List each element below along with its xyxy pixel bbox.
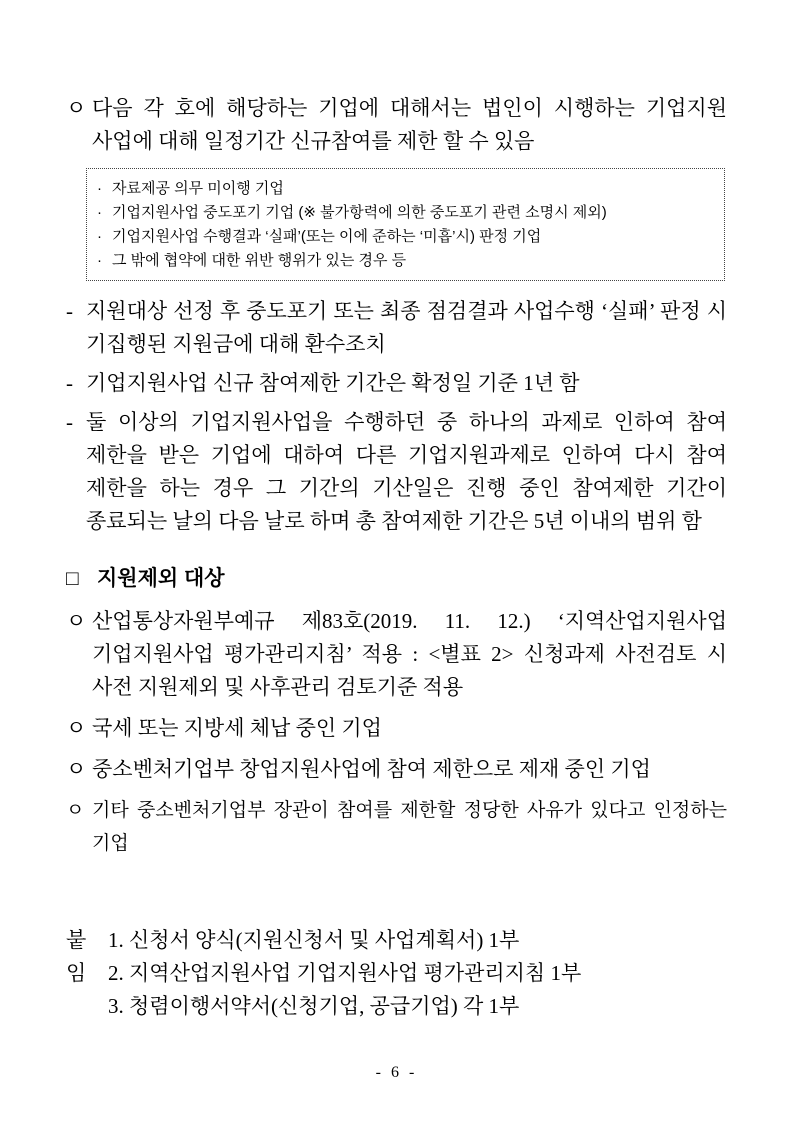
attachment-item: 1. 신청서 양식(지원신청서 및 사업계획서) 1부 (108, 928, 520, 952)
dash-item (66, 406, 727, 538)
page-number: - 6 - (375, 1064, 418, 1081)
dash-item (66, 367, 727, 400)
square-bullet-marker: □ (66, 567, 79, 590)
exclusion-item-text: 중소벤처기업부 창업지원사업에 참여 제한으로 제재 중인 기업 (92, 757, 651, 781)
exclusion-item (66, 712, 727, 745)
exclusion-item (66, 753, 727, 786)
restriction-dash-list (66, 295, 727, 538)
attachment-item: 2. 지역산업지원사업 기업지원사업 평가관리지침 1부 (108, 961, 582, 985)
dot-bullet-marker: · (97, 180, 102, 197)
attachments-label: 붙임 (66, 928, 87, 985)
dash-bullet-marker: - (66, 410, 73, 434)
dot-bullet-marker: · (97, 252, 102, 269)
box-item (97, 249, 712, 273)
restriction-intro-text: 다음 각 호에 해당하는 기업에 대해서는 법인이 시행하는 기업지원 사업에 대해 일정기간 신규참여를 제한 할 수 있음 (92, 96, 727, 153)
circle-bullet-marker: ㅇ (66, 800, 85, 821)
circle-bullet-marker: ㅇ (66, 757, 87, 781)
attachments-block (66, 924, 727, 1023)
attachments-list (108, 924, 581, 1023)
box-item (97, 225, 712, 249)
circle-bullet-marker: ㅇ (66, 609, 87, 633)
dot-bullet-marker: · (97, 228, 102, 245)
exclusion-item-text: 산업통상자원부예규 제83호(2019. 11. 12.) ‘지역산업지원사업 기업지원사업 평가관리지침’ 적용 : <별표 2> 신청과제 사전검토 시 사전 지원제외 및 사후관리 검토기준 적용 (92, 609, 727, 699)
exclusion-item-text: 기타 중소벤처기업부 장관이 참여를 제한할 정당한 사유가 있다고 인정하는 기업 (92, 800, 727, 854)
restriction-criteria-box (86, 168, 725, 281)
exclusion-item (66, 794, 727, 860)
section-title-exclusion (66, 562, 727, 595)
circle-bullet-marker: ㅇ (66, 96, 87, 120)
box-item-text: 자료제공 의무 미이행 기업 (112, 180, 284, 197)
attachment-item: 3. 청렴이행서약서(신청기업, 공급기업) 각 1부 (108, 994, 520, 1018)
box-item-text: 기업지원사업 수행결과 ‘실패’(또는 이에 준하는 ‘미흡’시) 판정 기업 (112, 228, 542, 245)
box-item-text: 그 밖에 협약에 대한 위반 행위가 있는 경우 등 (112, 252, 407, 269)
dash-item-text: 기업지원사업 신규 참여제한 기간은 확정일 기준 1년 함 (86, 371, 580, 395)
dash-item-text: 둘 이상의 기업지원사업을 수행하던 중 하나의 과제로 인하여 참여 제한을 받은 기업에 대하여 다른 기업지원과제로 인하여 다시 참여 제한을 하는 경우 그 기간의 기산일은 진행 중인 참여제한 기간이 종료되는 날의 다음 날로 하며 총 참여제한 기간은 5년 이내의 범위 함 (86, 410, 727, 533)
dash-bullet-marker: - (66, 371, 73, 395)
restriction-intro-item (66, 92, 727, 158)
dash-item (66, 295, 727, 361)
circle-bullet-marker: ㅇ (66, 716, 87, 740)
dash-item-text: 지원대상 선정 후 중도포기 또는 최종 점검결과 사업수행 ‘실패’ 판정 시 기집행된 지원금에 대해 환수조치 (86, 299, 727, 356)
box-item (97, 201, 712, 225)
box-item-text: 기업지원사업 중도포기 기업 (※ 불가항력에 의한 중도포기 관련 소명시 제외) (112, 204, 607, 221)
dot-bullet-marker: · (97, 204, 102, 221)
dash-bullet-marker: - (66, 299, 73, 323)
exclusion-item-text: 국세 또는 지방세 체납 중인 기업 (92, 716, 382, 740)
exclusion-item (66, 605, 727, 704)
box-item (97, 177, 712, 201)
section-title-text: 지원제외 대상 (97, 567, 225, 590)
